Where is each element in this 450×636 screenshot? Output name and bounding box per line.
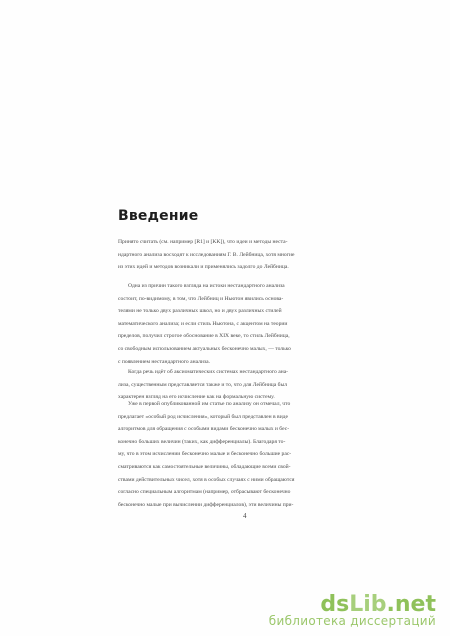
text-line: состоит, по-видимому, в том, что Лейбниц и Ньютон явились основа- [118,295,284,302]
text-line: предлагает «особый род исчисления», который был представлен в виде [118,413,289,420]
text-line: сматриваются как самостоятельные величины, обладающие всеми свой- [118,463,291,470]
text-line: алгоритмов для обращения с особыми видами бесконечно малых и бес- [118,426,290,433]
text-line: ствами действительных чисел, хотя в особых случаях с ними обращаются [118,476,295,483]
text-line: Уже в первой опубликованной им статье по анализу он отмечал, что [128,401,291,407]
page-number: 4 [243,512,247,520]
text-line: с появлением нестандартного анализа. [118,358,210,365]
watermark [269,592,436,628]
watermark-ds: ds [320,592,350,617]
text-line: лиза, существенным представляется также и то, что для Лейбница был [118,381,288,388]
text-line: ндартного анализа восходят к исследованиям Г. В. Лейбница, хотя многие [118,251,295,258]
text-line: конечно больших величин (таких, как дифференциалы). Благодаря то- [118,438,286,445]
text-line: Когда речь идёт об аксиоматических системах нестандартного ана- [128,369,289,375]
paragraph-2 [118,280,346,368]
text-line: математического анализа; и если стиль Ньютона, с акцентом на теории [118,320,288,327]
watermark-lib: Lib [349,592,387,617]
section-heading: Введение [118,208,199,224]
watermark-subtitle: библиотека диссертаций [268,614,436,628]
text-line: му, что в этом исчислении бесконечно малые и бесконечно большие рас- [118,451,292,458]
text-line: со свободным использованием актуальных бесконечно малых, — только [118,345,291,352]
text-line: Принято считать (см. например [R1] и [KK]), что идеи и методы неста- [118,239,288,245]
paragraph-4 [118,398,346,511]
text-line: бесконечно малые при вычислении дифференциалов), эти величины при- [118,501,294,508]
watermark-net: .net [386,592,436,617]
text-line: пределов, получил строгое обоснование в XIX веке, то стиль Лейбница, [118,333,290,340]
paragraph-1 [118,236,346,274]
text-line: телями не только двух различных школ, но и двух различных стилей [118,308,282,315]
text-line: Одна из причин такого взгляда на истоки нестандартного анализа [128,283,285,289]
text-line: из этих идей и методов возникали и применялись задолго до Лейбница. [118,264,289,271]
text-line: согласно специальным алгоритмам (например, отбрасывают бесконечно [118,489,291,496]
text-line: характерен взгляд на его исчисление как на формальную систему. [118,394,275,401]
